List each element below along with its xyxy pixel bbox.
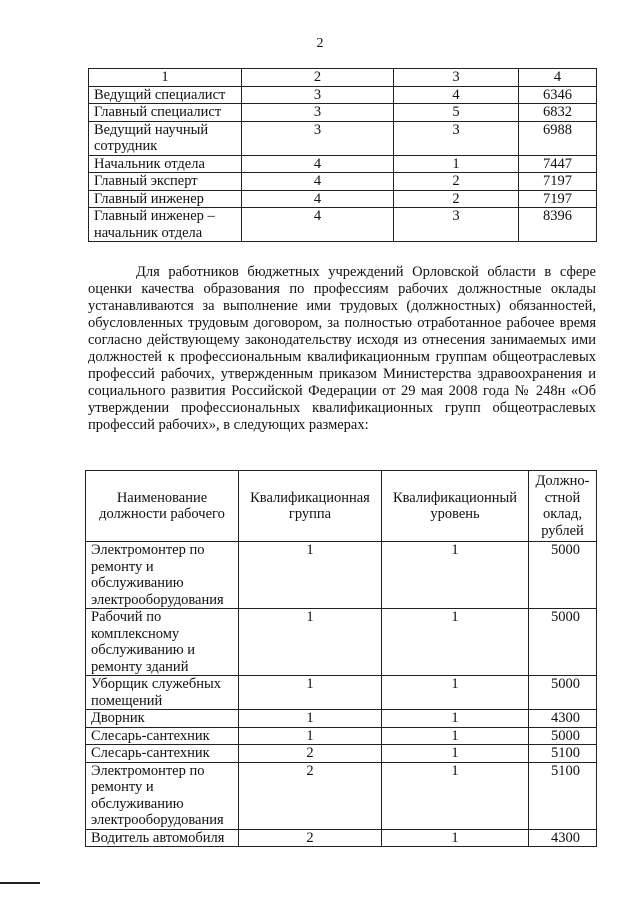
level-cell: 1: [382, 676, 529, 710]
level-cell: 2: [394, 190, 519, 208]
group-cell: 4: [242, 155, 394, 173]
group-cell: 1: [239, 710, 382, 728]
position-cell: Начальник отдела: [89, 155, 242, 173]
column-number: 3: [394, 69, 519, 87]
group-cell: 2: [239, 762, 382, 829]
column-number: 4: [519, 69, 597, 87]
salary-cell: 5100: [529, 745, 597, 763]
level-cell: 5: [394, 104, 519, 122]
table-header-row: [86, 471, 597, 542]
table-row: [89, 173, 597, 191]
position-cell: Слесарь-сантехник: [86, 745, 239, 763]
body-paragraph: Для работников бюджетных учреждений Орловской области в сфере оценки качества образования по профессиям рабочих должностные оклады устанавливаются за выполнение ими трудовых (должностных) обязанностей, обусловленных трудовым договором, за полностью отработанное рабочее время согласно действующему законодательству исходя из отнесения занимаемых ими должностей к профессиональным квалификационным группам общеотраслевых профессий рабочих, утвержденным приказом Министерства здравоохранения и социального развития Российской Федерации от 29 мая 2008 года № 248н «Об утверждении профессиональных квалификационных групп общеотраслевых профессий рабочих», в следующих размерах:: [88, 264, 596, 433]
salary-cell: 8396: [519, 208, 597, 242]
position-cell: Слесарь-сантехник: [86, 727, 239, 745]
salary-cell: 5000: [529, 542, 597, 609]
group-cell: 1: [239, 727, 382, 745]
position-cell: Главный специалист: [89, 104, 242, 122]
group-cell: 2: [239, 745, 382, 763]
group-cell: 2: [239, 829, 382, 847]
salary-cell: 4300: [529, 710, 597, 728]
position-cell: Главный инженер – начальник отдела: [89, 208, 242, 242]
table-row: [86, 762, 597, 829]
salary-cell: 7197: [519, 173, 597, 191]
position-cell: Уборщик служебных помещений: [86, 676, 239, 710]
header-group: Квалификационная группа: [239, 471, 382, 542]
level-cell: 1: [382, 710, 529, 728]
table-header-row: [89, 69, 597, 87]
group-cell: 3: [242, 86, 394, 104]
table-row: [86, 542, 597, 609]
table-row: [86, 745, 597, 763]
level-cell: 4: [394, 86, 519, 104]
column-number: 2: [242, 69, 394, 87]
level-cell: 1: [382, 762, 529, 829]
level-cell: 2: [394, 173, 519, 191]
group-cell: 1: [239, 676, 382, 710]
level-cell: 1: [382, 727, 529, 745]
table-row: [86, 710, 597, 728]
group-cell: 1: [239, 609, 382, 676]
position-cell: Главный эксперт: [89, 173, 242, 191]
group-cell: 4: [242, 190, 394, 208]
salary-cell: 5000: [529, 609, 597, 676]
table-row: [89, 121, 597, 155]
margin-mark: [0, 882, 40, 884]
table-row: [89, 155, 597, 173]
salary-cell: 6832: [519, 104, 597, 122]
position-cell: Ведущий специалист: [89, 86, 242, 104]
table-row: [86, 676, 597, 710]
table-row: [89, 104, 597, 122]
table-row: [86, 727, 597, 745]
table-row: [89, 190, 597, 208]
group-cell: 4: [242, 208, 394, 242]
position-cell: Ведущий научный сотрудник: [89, 121, 242, 155]
header-level: Квалификационный уровень: [382, 471, 529, 542]
table-row: [86, 829, 597, 847]
level-cell: 1: [382, 609, 529, 676]
position-cell: Главный инженер: [89, 190, 242, 208]
position-cell: Водитель автомобиля: [86, 829, 239, 847]
position-cell: Электромонтер по ремонту и обслуживанию электрооборудования: [86, 542, 239, 609]
position-cell: Дворник: [86, 710, 239, 728]
salary-cell: 5000: [529, 727, 597, 745]
level-cell: 1: [382, 745, 529, 763]
header-position: Наименование должности рабочего: [86, 471, 239, 542]
salary-cell: 7197: [519, 190, 597, 208]
salary-table-specialists: [88, 68, 597, 242]
group-cell: 3: [242, 104, 394, 122]
level-cell: 1: [394, 155, 519, 173]
table-row: [89, 208, 597, 242]
group-cell: 4: [242, 173, 394, 191]
column-number: 1: [89, 69, 242, 87]
group-cell: 3: [242, 121, 394, 155]
salary-cell: 6988: [519, 121, 597, 155]
header-salary: Должно-стной оклад, рублей: [529, 471, 597, 542]
page-number: 2: [316, 36, 324, 51]
salary-cell: 7447: [519, 155, 597, 173]
salary-cell: 6346: [519, 86, 597, 104]
salary-cell: 4300: [529, 829, 597, 847]
salary-cell: 5000: [529, 676, 597, 710]
position-cell: Электромонтер по ремонту и обслуживанию электрооборудования: [86, 762, 239, 829]
salary-cell: 5100: [529, 762, 597, 829]
level-cell: 3: [394, 208, 519, 242]
level-cell: 1: [382, 542, 529, 609]
level-cell: 1: [382, 829, 529, 847]
table-row: [86, 609, 597, 676]
level-cell: 3: [394, 121, 519, 155]
group-cell: 1: [239, 542, 382, 609]
position-cell: Рабочий по комплексному обслуживанию и ремонту зданий: [86, 609, 239, 676]
salary-table-workers: [85, 470, 597, 847]
table-row: [89, 86, 597, 104]
